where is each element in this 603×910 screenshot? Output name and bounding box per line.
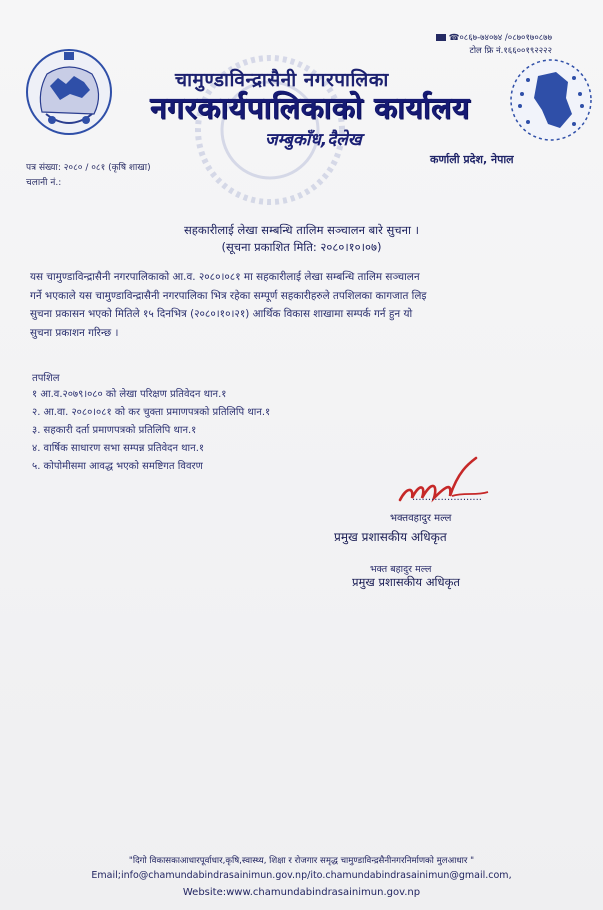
signature-scribble-icon xyxy=(392,452,502,512)
phone-number-1: ☎०८६७-७४०७४ /०८७०१७०८७७ xyxy=(448,33,552,43)
enclosure-item: १ आ.व.२०७९।०८० को लेखा परिक्षण प्रतिवेदन थान.१ xyxy=(32,389,227,400)
enclosure-item: ४. वार्षिक साधारण सभा सम्पन्न प्रतिवेदन थान.१ xyxy=(32,443,205,454)
notice-published-date: (सूचना प्रकाशित मिति: २०८०।१०।०७) xyxy=(221,240,382,254)
footer-slogan: "दिगो विकासकाआधारपूर्वाधार,कृषि,स्वास्थ्य, शिक्षा र रोजगार समृद्ध चामुण्डाविन्द्रसैनीनगरनिर्माणको मुलआधार " xyxy=(128,856,475,866)
letter-number: पत्र संख्या: २०८० / ०८१ (कृषि शाखा) xyxy=(26,163,151,173)
enclosure-item: ३. सहकारी दर्ता प्रमाणपत्रको प्रतिलिपि थान.१ xyxy=(32,425,197,436)
enclosure-item: २. आ.वा. २०८०।०८१ को कर चुक्ता प्रमाणपत्रको प्रतिलिपि थान.१ xyxy=(32,407,271,418)
notice-subject: सहकारीलाई लेखा सम्बन्धि तालिम सञ्चालन बारे सुचना । xyxy=(184,223,419,237)
notice-body xyxy=(30,268,575,342)
stamp-title: प्रमुख प्रशासकीय अधिकृत xyxy=(352,575,460,589)
enclosure-item: ५. कोपोमीसमा आवद्ध भएको समष्टिगत विवरण xyxy=(32,461,203,472)
stamp-name: भक्त बहादुर मल्ल xyxy=(370,564,432,575)
nepal-emblem-icon xyxy=(22,42,117,142)
footer-website: Website:www.chamundabindrasainimun.gov.np xyxy=(182,887,421,898)
signature-dots: ...................... xyxy=(412,492,482,503)
body-line: गर्ने भएकाले यस चामुण्डाविन्द्रासैनी नगरपालिका भित्र रहेका सम्पूर्ण सहकारीहरुले तपशिलका कागजात लिइ xyxy=(30,289,427,302)
signatory-title: प्रमुख प्रशासकीय अधिकृत xyxy=(334,530,447,544)
enclosure-title: तपशिल xyxy=(32,373,60,384)
phone-line-2: टोल फ्रि नं.१६६००१९२२२२ xyxy=(469,46,552,56)
municipality-name: चामुण्डाविन्द्रासैनी नगरपालिका xyxy=(175,69,389,91)
office-location: जम्बुकाँध,दैलेख xyxy=(265,130,362,150)
phone-line-1 xyxy=(380,32,552,44)
dispatch-number: चलानी नं.: xyxy=(26,178,62,188)
signatory-name: भक्तवहादुर मल्ल xyxy=(390,513,452,524)
body-line: सुचना प्रकासन भएको मितिले १५ दिनभित्र (२०८०।१०।२१) आर्थिक विकास शाखामा सम्पर्क गर्न हुन यो xyxy=(30,308,413,320)
phone-icon xyxy=(436,34,446,41)
footer-email: Email;info@chamundabindrasainimun.gov.np/ito.chamundabindrasainimun@gmail.com, xyxy=(91,870,512,881)
province-name: कर्णाली प्रदेश, नेपाल xyxy=(430,153,514,166)
nepal-map-icon xyxy=(508,54,594,146)
body-line: सुचना प्रकाशन गरिन्छ । xyxy=(30,326,119,339)
office-name: नगरकार्यपालिकाको कार्यालय xyxy=(150,91,470,126)
body-line: यस चामुण्डाविन्द्रासैनी नगरपालिकाको आ.व. २०८०।०८१ मा सहकारीलाई लेखा सम्बन्धि तालिम सञ्चालन xyxy=(30,271,420,283)
